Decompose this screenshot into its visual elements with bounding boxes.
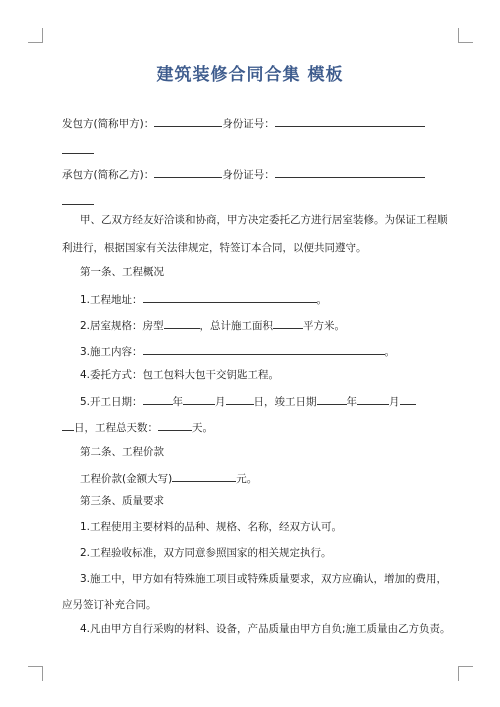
total-days-blank[interactable] (158, 419, 192, 431)
party-b-name-blank[interactable] (154, 166, 222, 178)
end-date-label: 日，竣工日期 (253, 396, 317, 408)
article3-item4: 4.凡由甲方自行采购的材料、设备，产品质量由甲方自负;施工质量由乙方负责。 (80, 623, 451, 635)
article2-heading: 第二条、工程价款 (80, 446, 164, 458)
crop-mark-bottom-right (458, 666, 473, 681)
content-blank[interactable] (143, 343, 385, 355)
end-day-blank[interactable] (400, 393, 416, 405)
crop-mark-top-right (458, 28, 473, 43)
party-a-id-label: 身份证号： (222, 118, 275, 130)
price-unit: 元。 (236, 473, 258, 485)
party-a-line (62, 115, 442, 131)
article1-heading: 第一条、工程概况 (80, 266, 164, 278)
start-day-blank[interactable] (226, 393, 254, 405)
price-blank[interactable] (172, 470, 236, 482)
article3-heading: 第三条、质量要求 (80, 495, 164, 507)
article3-item2: 2.工程验收标准，双方同意参照国家的相关规定执行。 (80, 547, 332, 559)
start-month-unit: 月 (215, 396, 226, 408)
intro-line-2: 利进行，根据国家有关法律规定，特签订本合同，以便共同遵守。 (62, 242, 367, 254)
end-month-unit: 月 (389, 396, 400, 408)
article1-item1 (80, 291, 460, 307)
start-year-blank[interactable] (143, 393, 173, 405)
crop-mark-bottom-left (28, 666, 43, 681)
address-blank[interactable] (143, 291, 317, 303)
party-b-line (62, 166, 442, 182)
article1-item3 (80, 343, 460, 359)
price-label: 工程价款(金额大写) (80, 473, 173, 485)
room-type-blank[interactable] (164, 317, 200, 329)
party-b-line-cont (62, 193, 442, 209)
room-type-label: 2.居室规格：房型 (80, 320, 164, 332)
article3-item3-cont: 应另签订补充合同。 (62, 599, 157, 611)
intro-line-1: 甲、乙双方经友好洽谈和协商，甲方决定委托乙方进行居室装修。为保证工程顺 (80, 214, 448, 226)
end-month-blank[interactable] (357, 393, 389, 405)
area-unit: 平方米。 (303, 320, 346, 332)
article2-price (80, 470, 460, 486)
party-b-label: 承包方(简称乙方)： (62, 169, 155, 181)
content-label: 3.施工内容： (80, 346, 143, 358)
party-b-id-label: 身份证号： (222, 169, 275, 181)
document-title: 建筑装修合同合集 模板 (156, 65, 344, 85)
crop-mark-top-left (28, 28, 43, 43)
total-days-label: 日，工程总天数： (74, 422, 158, 434)
article1-item2 (80, 317, 460, 333)
start-month-blank[interactable] (183, 393, 215, 405)
party-a-id-blank-cont[interactable] (62, 142, 94, 154)
area-blank[interactable] (273, 317, 303, 329)
article1-item5 (80, 393, 460, 409)
party-a-line-cont (62, 142, 442, 158)
party-a-label: 发包方(简称甲方)： (62, 118, 155, 130)
party-a-id-blank[interactable] (275, 115, 425, 127)
area-label: ，总计施工面积 (199, 320, 274, 332)
article3-item3: 3.施工中，甲方如有特殊施工项目或特殊质量要求，双方应确认，增加的费用， (80, 573, 448, 585)
end-day-blank-cont[interactable] (62, 419, 74, 431)
party-b-id-blank[interactable] (275, 166, 425, 178)
start-date-label: 5.开工日期： (80, 396, 143, 408)
article1-item5-cont (62, 419, 442, 435)
end-year-unit: 年 (346, 396, 358, 408)
article1-item4: 4.委托方式：包工包料大包干交钥匙工程。 (80, 369, 280, 381)
party-a-name-blank[interactable] (154, 115, 222, 127)
article3-item1: 1.工程使用主要材料的品种、规格、名称，经双方认可。 (80, 521, 343, 533)
party-b-id-blank-cont[interactable] (62, 193, 94, 205)
address-label: 1.工程地址： (80, 294, 143, 306)
total-days-unit: 天。 (192, 422, 213, 434)
end-year-blank[interactable] (317, 393, 347, 405)
content-end: 。 (384, 346, 396, 358)
address-end: 。 (316, 294, 328, 306)
start-year-unit: 年 (172, 396, 184, 408)
